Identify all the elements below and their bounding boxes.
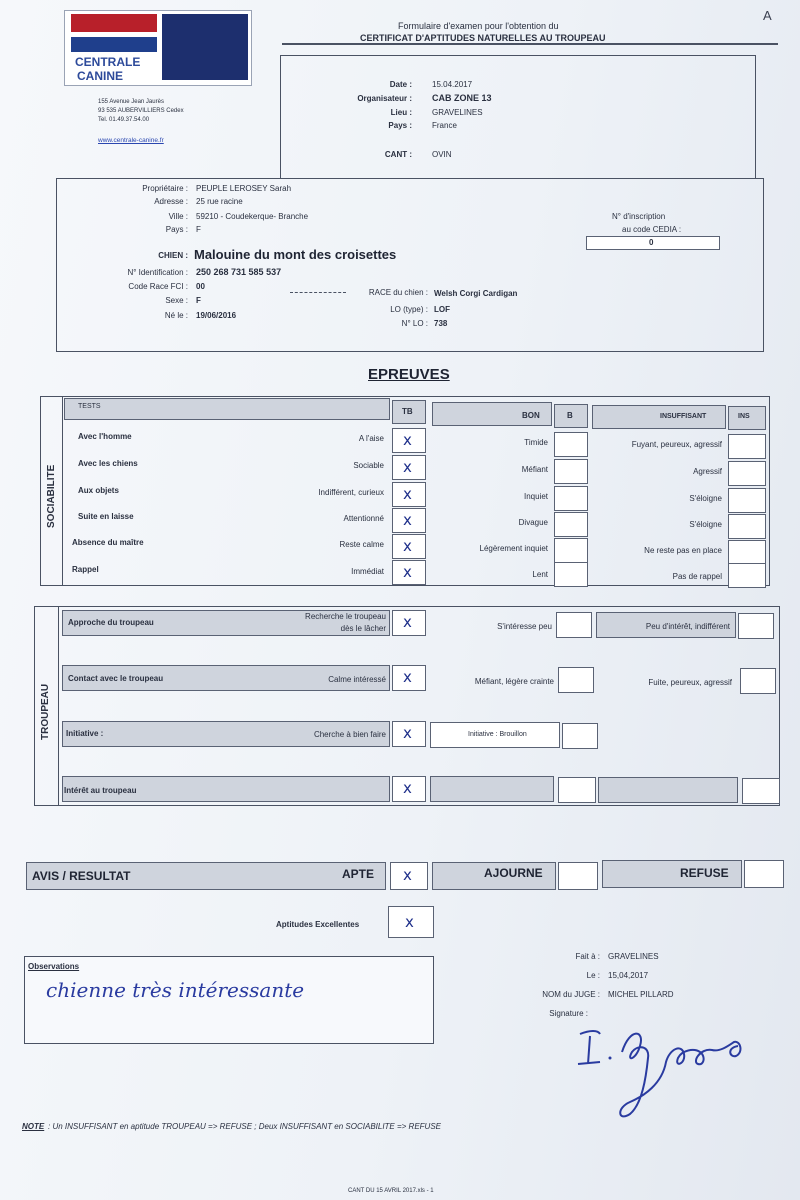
judge-signature-image bbox=[570, 1022, 760, 1132]
fci-label: Code Race FCI : bbox=[128, 282, 188, 291]
soc-row-5-tb-checkbox[interactable] bbox=[392, 534, 426, 559]
check-mark-icon: x bbox=[403, 458, 412, 476]
inscription-code-value: 0 bbox=[649, 238, 654, 247]
form-title-line-1: Formulaire d'examen pour l'obtention du bbox=[398, 21, 559, 31]
org-address-line-1: 155 Avenue Jean Jaurès bbox=[98, 99, 164, 105]
trp-row-4-b-checkbox[interactable] bbox=[558, 777, 596, 803]
organizer-value: CAB ZONE 13 bbox=[432, 93, 492, 103]
soc-row-4-tb-text: Attentionné bbox=[343, 514, 384, 523]
sociabilite-divider bbox=[62, 396, 63, 586]
soc-row-2-tb-text: Sociable bbox=[353, 461, 384, 470]
observations-handwritten-text: chienne très intéressante bbox=[46, 978, 305, 1002]
date-value: 15.04.2017 bbox=[432, 80, 473, 89]
check-mark-icon: x bbox=[403, 511, 412, 529]
trp-row-1-bon-text: S'intéresse peu bbox=[497, 622, 552, 631]
soc-row-2-tb-checkbox[interactable] bbox=[392, 455, 426, 480]
soc-row-4-ins-text: S'éloigne bbox=[689, 520, 722, 529]
soc-row-3-tb-checkbox[interactable] bbox=[392, 482, 426, 507]
b-header-label: B bbox=[567, 411, 573, 420]
address-label: Adresse : bbox=[154, 197, 188, 206]
country-label: Pays : bbox=[388, 121, 412, 130]
check-mark-icon: x bbox=[403, 563, 412, 581]
lo-type-label: LO (type) : bbox=[390, 305, 428, 314]
lo-number-label: N° LO : bbox=[401, 319, 428, 328]
soc-row-1-b-checkbox[interactable] bbox=[554, 432, 588, 457]
birth-label: Né le : bbox=[164, 311, 188, 320]
observations-label: Observations bbox=[28, 962, 80, 971]
trp-row-4-test: Intérêt au troupeau bbox=[64, 786, 137, 795]
trp-row-3-b-checkbox[interactable] bbox=[562, 723, 598, 749]
check-mark-icon: x bbox=[403, 779, 412, 797]
tests-header bbox=[64, 398, 390, 420]
soc-row-2-ins-text: Agressif bbox=[693, 467, 722, 476]
address-value: 25 rue racine bbox=[196, 197, 243, 206]
troupeau-section-label: TROUPEAU bbox=[40, 683, 51, 740]
form-title-line-2: CERTIFICAT D'APTITUDES NATURELLES AU TROUPEAU bbox=[360, 33, 606, 43]
signed-place-value: GRAVELINES bbox=[608, 952, 659, 961]
soc-row-3-ins-text: S'éloigne bbox=[689, 494, 722, 503]
trp-row-2-tb-text: Calme intéressé bbox=[328, 675, 386, 684]
org-website-link[interactable]: www.centrale-canine.fr bbox=[98, 137, 164, 144]
soc-row-5-bon-text: Légèrement inquiet bbox=[479, 544, 548, 553]
check-mark-icon: x bbox=[403, 485, 412, 503]
soc-row-5-b-checkbox[interactable] bbox=[554, 538, 588, 563]
title-underline bbox=[282, 43, 778, 45]
soc-row-6-bon-text: Lent bbox=[532, 570, 548, 579]
centrale-canine-logo bbox=[64, 10, 252, 86]
judge-value: MICHEL PILLARD bbox=[608, 990, 674, 999]
identification-label: N° Identification : bbox=[127, 268, 188, 277]
apte-checkbox[interactable] bbox=[390, 862, 428, 890]
soc-row-6-test: Rappel bbox=[72, 565, 99, 574]
soc-row-1-ins-checkbox[interactable] bbox=[728, 434, 766, 459]
note-label: NOTE bbox=[22, 1122, 45, 1131]
trp-row-2-test: Contact avec le troupeau bbox=[68, 674, 164, 683]
trp-row-2-ins-text: Fuite, peureux, agressif bbox=[648, 678, 732, 687]
soc-row-5-tb-text: Reste calme bbox=[339, 540, 384, 549]
soc-row-2-test: Avec les chiens bbox=[78, 459, 138, 468]
trp-row-1-tb-checkbox[interactable] bbox=[392, 610, 426, 636]
dog-name-label: CHIEN : bbox=[158, 251, 188, 260]
org-address-line-2: 93 535 AUBERVILLIERS Cedex bbox=[98, 108, 184, 114]
trp-row-1-test: Approche du troupeau bbox=[68, 618, 154, 627]
place-label: Lieu : bbox=[390, 108, 412, 117]
ajourne-checkbox[interactable] bbox=[558, 862, 598, 890]
soc-row-3-tb-text: Indifférent, curieux bbox=[318, 488, 384, 497]
lo-type-value: LOF bbox=[434, 305, 450, 314]
identification-value: 250 268 731 585 537 bbox=[196, 267, 282, 277]
trp-row-2-ins-checkbox[interactable] bbox=[740, 668, 776, 694]
breed-value: Welsh Corgi Cardigan bbox=[434, 289, 518, 298]
check-mark-icon: x bbox=[403, 724, 412, 742]
soc-row-4-b-checkbox[interactable] bbox=[554, 512, 588, 537]
trp-row-1-tb-text-1: Recherche le troupeau bbox=[305, 612, 386, 621]
breed-label: RACE du chien : bbox=[368, 288, 428, 297]
trp-row-1-ins-checkbox[interactable] bbox=[738, 613, 774, 639]
check-mark-icon: x bbox=[405, 913, 414, 931]
check-mark-icon: x bbox=[403, 613, 412, 631]
bon-header-label: BON bbox=[522, 411, 540, 420]
dark-emblem-panel bbox=[162, 14, 248, 80]
trp-row-3-test: Initiative : bbox=[66, 729, 104, 738]
birth-value: 19/06/2016 bbox=[196, 311, 237, 320]
soc-row-2-bon-text: Méfiant bbox=[521, 465, 548, 474]
troupeau-divider bbox=[58, 606, 59, 806]
soc-row-6-ins-checkbox[interactable] bbox=[728, 563, 766, 588]
fci-value: 00 bbox=[196, 282, 205, 291]
soc-row-2-ins-checkbox[interactable] bbox=[728, 461, 766, 486]
soc-row-1-test: Avec l'homme bbox=[78, 432, 132, 441]
soc-row-5-ins-text: Ne reste pas en place bbox=[644, 546, 722, 555]
footer-text: CANT DU 15 AVRIL 2017.xls - 1 bbox=[348, 1188, 434, 1194]
org-address-line-3: Tel. 01.49.37.54.00 bbox=[98, 117, 150, 123]
soc-row-5-ins-checkbox[interactable] bbox=[728, 540, 766, 565]
ajourne-label: AJOURNE bbox=[484, 866, 543, 880]
owner-country-label: Pays : bbox=[165, 225, 188, 234]
city-value: 59210 - Coudekerque- Branche bbox=[196, 212, 309, 221]
apte-label: APTE bbox=[342, 867, 375, 881]
soc-row-1-bon-text: Timide bbox=[524, 438, 548, 447]
corner-letter: A bbox=[763, 8, 772, 23]
soc-row-4-test: Suite en laisse bbox=[78, 512, 134, 521]
soc-row-6-ins-text: Pas de rappel bbox=[672, 572, 722, 581]
insuffisant-header-label: INSUFFISANT bbox=[660, 413, 707, 420]
inscription-label-2: au code CEDIA : bbox=[622, 225, 682, 234]
signed-date-label: Le : bbox=[586, 971, 600, 980]
owner-label: Propriétaire : bbox=[142, 184, 188, 193]
logo-line-2: CANINE bbox=[77, 69, 124, 83]
trp-row-1-tb-text-2: dès le lâcher bbox=[340, 624, 386, 633]
trp-row-3-bon-text: Initiative : Brouillon bbox=[468, 731, 527, 738]
owner-country-value: F bbox=[196, 225, 201, 234]
dog-name-value: Malouine du mont des croisettes bbox=[194, 247, 397, 262]
place-value: GRAVELINES bbox=[432, 108, 483, 117]
dashed-arrow bbox=[290, 292, 346, 293]
refuse-label: REFUSE bbox=[680, 866, 729, 880]
check-mark-icon: x bbox=[403, 668, 412, 686]
soc-row-1-ins-text: Fuyant, peureux, agressif bbox=[631, 440, 722, 449]
country-value: France bbox=[432, 121, 457, 130]
tb-header-label: TB bbox=[402, 407, 413, 416]
cant-label: CANT : bbox=[384, 150, 412, 159]
trp-row-1-b-checkbox[interactable] bbox=[556, 612, 592, 638]
trp-row-2-bon-text: Méfiant, légère crainte bbox=[474, 677, 554, 686]
trp-row-1-ins-text: Peu d'intérêt, indifférent bbox=[645, 622, 730, 631]
soc-row-6-tb-checkbox[interactable] bbox=[392, 560, 426, 585]
soc-row-4-tb-checkbox[interactable] bbox=[392, 508, 426, 533]
city-label: Ville : bbox=[168, 212, 188, 221]
ins-header-label: INS bbox=[738, 413, 750, 420]
sex-value: F bbox=[196, 296, 201, 305]
event-info-box bbox=[280, 55, 756, 179]
soc-row-6-b-checkbox[interactable] bbox=[554, 562, 588, 587]
note-text: : Un INSUFFISANT en aptitude TROUPEAU => REFUSE ; Deux INSUFFISANT en SOCIABILITE => REFUSE bbox=[48, 1122, 442, 1131]
soc-row-1-tb-text: A l'aise bbox=[358, 434, 384, 443]
epreuves-title: EPREUVES bbox=[368, 366, 450, 383]
soc-row-3-b-checkbox[interactable] bbox=[554, 486, 588, 511]
soc-row-3-ins-checkbox[interactable] bbox=[728, 488, 766, 513]
logo-line-1: CENTRALE bbox=[75, 55, 141, 69]
soc-row-3-test: Aux objets bbox=[78, 486, 119, 495]
signed-place-label: Fait à : bbox=[575, 952, 600, 961]
signature-label: Signature : bbox=[549, 1009, 588, 1018]
owner-value: PEUPLE LEROSEY Sarah bbox=[196, 184, 292, 193]
inscription-label-1: N° d'inscription bbox=[612, 212, 666, 221]
trp-row-3-tb-checkbox[interactable] bbox=[392, 721, 426, 747]
soc-row-2-b-checkbox[interactable] bbox=[554, 459, 588, 484]
excellent-checkbox[interactable] bbox=[388, 906, 434, 938]
soc-row-6-tb-text: Immédiat bbox=[351, 567, 384, 576]
trp-row-3-tb-text: Cherche à bien faire bbox=[313, 730, 386, 739]
date-label: Date : bbox=[389, 80, 412, 89]
trp-row-4-tb-checkbox[interactable] bbox=[392, 776, 426, 802]
organizer-label: Organisateur : bbox=[357, 94, 412, 103]
signed-date-value: 15,04,2017 bbox=[608, 971, 649, 980]
result-label: AVIS / RESULTAT bbox=[32, 869, 131, 883]
refuse-checkbox[interactable] bbox=[744, 860, 784, 888]
judge-label: NOM du JUGE : bbox=[542, 990, 600, 999]
sociabilite-section-label: SOCIABILITE bbox=[46, 464, 57, 528]
cant-value: OVIN bbox=[432, 150, 452, 159]
soc-row-4-ins-checkbox[interactable] bbox=[728, 514, 766, 539]
excellent-label: Aptitudes Excellentes bbox=[276, 920, 360, 929]
trp-row-4-ins-band bbox=[598, 777, 738, 803]
trp-row-2-tb-checkbox[interactable] bbox=[392, 665, 426, 691]
trp-row-4-ins-checkbox[interactable] bbox=[742, 778, 780, 804]
check-mark-icon: x bbox=[403, 866, 412, 884]
tests-header-label: TESTS bbox=[78, 403, 101, 410]
check-mark-icon: x bbox=[403, 431, 412, 449]
sex-label: Sexe : bbox=[165, 296, 188, 305]
trp-row-2-b-checkbox[interactable] bbox=[558, 667, 594, 693]
soc-row-1-tb-checkbox[interactable] bbox=[392, 428, 426, 453]
check-mark-icon: x bbox=[403, 537, 412, 555]
trp-row-4-bon-band bbox=[430, 776, 554, 802]
flag-emblem-icon bbox=[71, 14, 157, 52]
inscription-code-field bbox=[586, 236, 720, 250]
lo-number-value: 738 bbox=[434, 319, 448, 328]
soc-row-4-bon-text: Divague bbox=[518, 518, 548, 527]
soc-row-3-bon-text: Inquiet bbox=[523, 492, 548, 501]
soc-row-5-test: Absence du maître bbox=[72, 538, 144, 547]
